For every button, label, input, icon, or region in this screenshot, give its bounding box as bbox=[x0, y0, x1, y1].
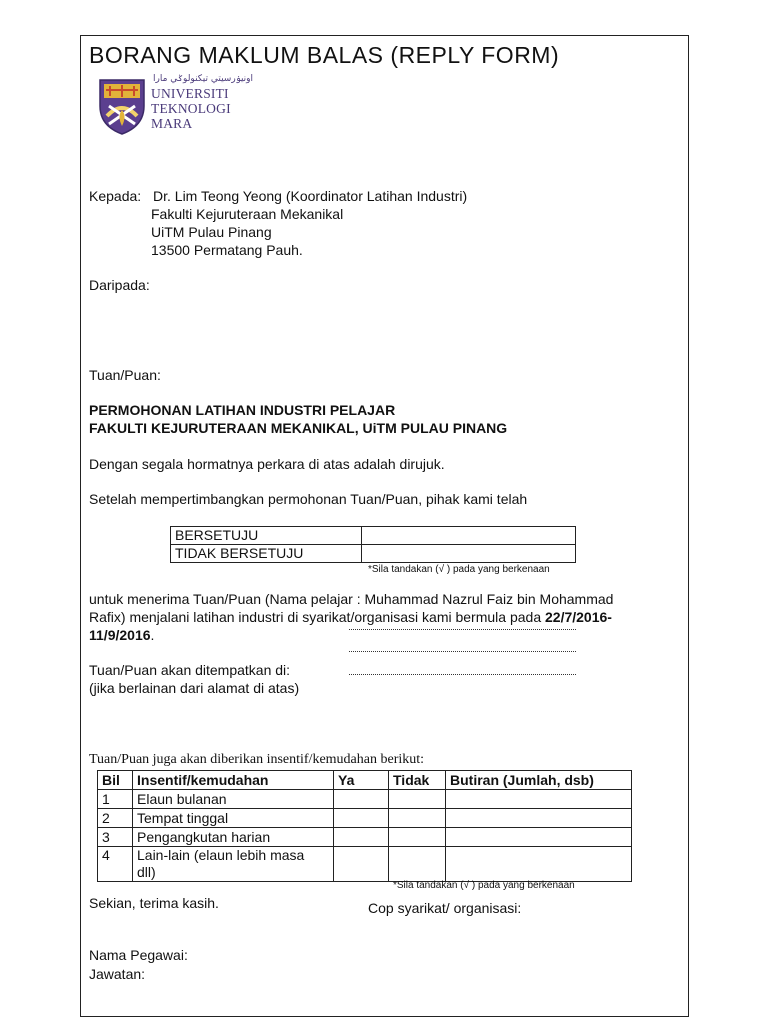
row-incentive: Tempat tinggal bbox=[133, 809, 334, 828]
officer-name-label: Nama Pegawai: bbox=[89, 947, 188, 963]
agreement-table bbox=[170, 526, 576, 563]
table-row bbox=[98, 828, 632, 847]
disagree-tick-cell[interactable] bbox=[362, 545, 576, 563]
paragraph-2: Setelah mempertimbangkan permohonan Tuan/Puan, pihak kami telah bbox=[89, 491, 528, 507]
tidak-cell[interactable] bbox=[389, 847, 446, 882]
ya-cell[interactable] bbox=[334, 828, 389, 847]
ya-cell[interactable] bbox=[334, 847, 389, 882]
placement-label: Tuan/Puan akan ditempatkan di: bbox=[89, 662, 291, 678]
butiran-cell[interactable] bbox=[446, 790, 632, 809]
dotted-line-2[interactable] bbox=[349, 651, 576, 652]
butiran-cell[interactable] bbox=[446, 809, 632, 828]
subject-line-1: PERMOHONAN LATIHAN INDUSTRI PELAJAR bbox=[89, 402, 396, 418]
tidak-cell[interactable] bbox=[389, 790, 446, 809]
table-row bbox=[98, 847, 632, 882]
kepada-line-1: Dr. Lim Teong Yeong (Koordinator Latihan Industri) bbox=[153, 188, 468, 204]
tidak-cell[interactable] bbox=[389, 809, 446, 828]
row-number: 3 bbox=[98, 828, 133, 847]
incentive-intro: Tuan/Puan juga akan diberikan insentif/kemudahan berikut: bbox=[89, 752, 425, 767]
kepada-line-4: 13500 Permatang Pauh. bbox=[151, 242, 303, 258]
row-incentive-line-1: Lain-lain (elaun lebih masa bbox=[137, 847, 305, 863]
row-number: 2 bbox=[98, 809, 133, 828]
table-row bbox=[98, 790, 632, 809]
position-label: Jawatan: bbox=[89, 966, 146, 982]
row-number: 4 bbox=[98, 847, 133, 882]
butiran-cell[interactable] bbox=[446, 847, 632, 882]
logo-line-1: UNIVERSITI bbox=[151, 86, 229, 101]
uitm-crest-icon bbox=[97, 76, 147, 136]
row-incentive bbox=[133, 847, 334, 882]
uitm-logo bbox=[97, 74, 254, 138]
disagree-option-label: TIDAK BERSETUJU bbox=[171, 545, 362, 563]
tick-note-2: *Sila tandakan (√ ) pada yang berkenaan bbox=[393, 880, 575, 891]
header-bil: Bil bbox=[98, 771, 133, 790]
header-incentive: Insentif/kemudahan bbox=[133, 771, 334, 790]
kepada-label: Kepada: bbox=[89, 188, 142, 204]
tidak-cell[interactable] bbox=[389, 828, 446, 847]
header-butiran: Butiran (Jumlah, dsb) bbox=[446, 771, 632, 790]
start-date: 22/7/2016- bbox=[545, 609, 612, 625]
logo-wordmark bbox=[151, 86, 231, 131]
closing: Sekian, terima kasih. bbox=[89, 895, 219, 911]
logo-arabic: اونيۏرسيتي تيكنولوݢي مارا bbox=[153, 74, 254, 84]
form-title: BORANG MAKLUM BALAS (REPLY FORM) bbox=[89, 42, 560, 68]
dotted-line-1 bbox=[349, 629, 576, 630]
row-incentive: Elaun bulanan bbox=[133, 790, 334, 809]
table-row bbox=[171, 545, 576, 563]
cop-label: Cop syarikat/ organisasi: bbox=[368, 900, 522, 916]
agree-option-label: BERSETUJU bbox=[171, 527, 362, 545]
paragraph-3-line-3 bbox=[89, 627, 154, 643]
tick-note: *Sila tandakan (√ ) pada yang berkenaan bbox=[368, 564, 550, 575]
agree-tick-cell[interactable] bbox=[362, 527, 576, 545]
dotted-line-3[interactable] bbox=[349, 674, 576, 675]
table-row bbox=[171, 527, 576, 545]
ya-cell[interactable] bbox=[334, 790, 389, 809]
incentive-table bbox=[97, 770, 632, 882]
kepada-line-2: Fakulti Kejuruteraan Mekanikal bbox=[151, 206, 344, 222]
end-date: 11/9/2016 bbox=[89, 627, 151, 643]
row-incentive-line-2: dll) bbox=[137, 864, 156, 880]
placement-note: (jika berlainan dari alamat di atas) bbox=[89, 680, 300, 696]
logo-line-2: TEKNOLOGI bbox=[151, 101, 231, 116]
paragraph-3-end: . bbox=[150, 627, 155, 643]
paragraph-3-line-1: untuk menerima Tuan/Puan (Nama pelajar : Muhammad Nazrul Faiz bin Mohammad bbox=[89, 591, 614, 607]
logo-line-3: MARA bbox=[151, 116, 193, 131]
row-incentive: Pengangkutan harian bbox=[133, 828, 334, 847]
subject-line-2: FAKULTI KEJURUTERAAN MEKANIKAL, UiTM PULAU PINANG bbox=[89, 420, 508, 436]
ya-cell[interactable] bbox=[334, 809, 389, 828]
reply-form-page bbox=[80, 35, 689, 1017]
kepada-line-3: UiTM Pulau Pinang bbox=[151, 224, 272, 240]
butiran-cell[interactable] bbox=[446, 828, 632, 847]
paragraph-3-line-2 bbox=[89, 609, 612, 625]
paragraph-1: Dengan segala hormatnya perkara di atas adalah dirujuk. bbox=[89, 456, 445, 472]
table-row bbox=[98, 809, 632, 828]
paragraph-3-text: Rafix) menjalani latihan industri di syarikat/organisasi kami bermula pada bbox=[89, 609, 545, 625]
table-header-row bbox=[98, 771, 632, 790]
header-ya: Ya bbox=[334, 771, 389, 790]
daripada-label: Daripada: bbox=[89, 277, 150, 293]
salutation: Tuan/Puan: bbox=[89, 367, 161, 383]
row-number: 1 bbox=[98, 790, 133, 809]
header-tidak: Tidak bbox=[389, 771, 446, 790]
